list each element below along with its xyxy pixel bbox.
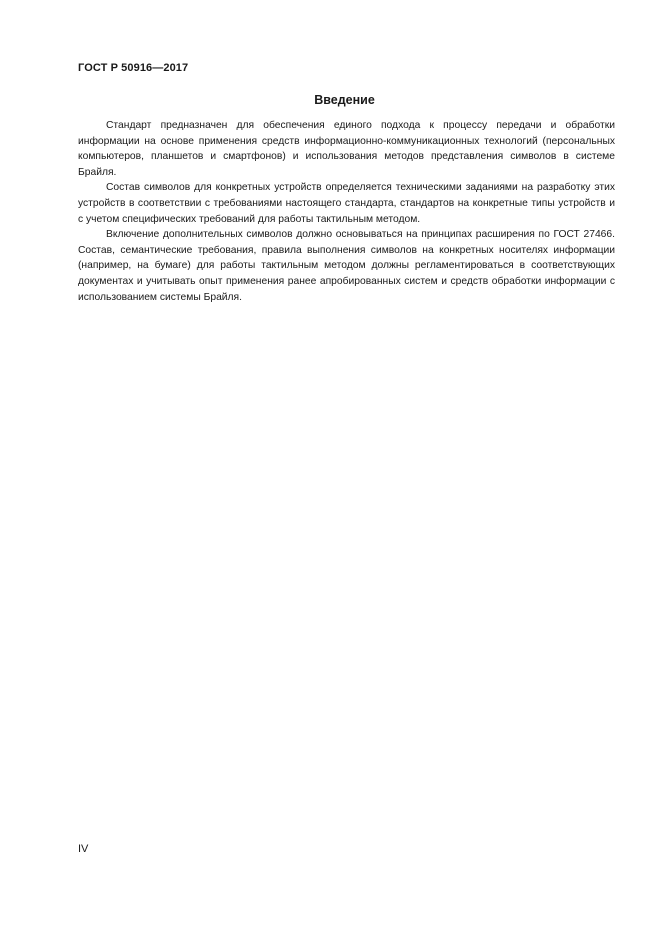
introduction-body: [78, 118, 615, 305]
document-code-header: ГОСТ Р 50916—2017: [78, 62, 189, 74]
section-title: Введение: [314, 93, 375, 107]
page-number: IV: [78, 843, 89, 855]
paragraph-additional-symbols: Включение дополнительных символов должно основываться на принципах расширения по ГОСТ 27466. Состав, семантические требования, правила выполнения символов на конкретных носителях информации (например, на бумаге) для работы тактильным методом должны регламентироваться в соответствующих документах и учитывать опыт применения ранее апробированных систем и средств обработки информации с использованием системы Брайля.: [78, 229, 615, 303]
paragraph-purpose: Стандарт предназначен для обеспечения единого подхода к процессу передачи и обработки информации на основе применения средств информационно-коммуникационных технологий (персональных компьютеров, планшетов и смартфонов) и использования методов представления символов в системе Брайля.: [78, 120, 615, 178]
paragraph-symbol-composition: Состав символов для конкретных устройств определяется техническими заданиями на разработку этих устройств в соответствии с требованиями настоящего стандарта, стандартов на конкретные типы устройств и с учетом специфических требований для работы тактильным методом.: [78, 182, 615, 225]
